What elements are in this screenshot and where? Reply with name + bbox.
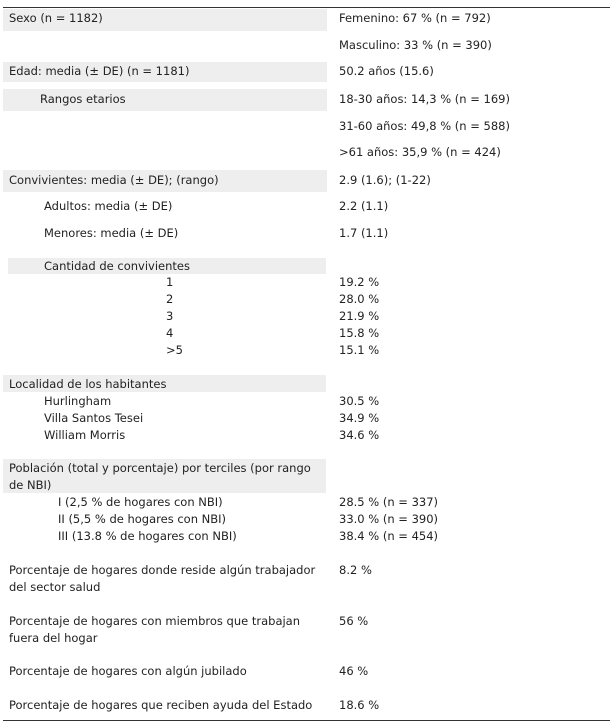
cantidad-key: 2 — [166, 292, 174, 306]
convivientes-value: 2.9 (1.6); (1-22) — [339, 173, 431, 187]
hogares-value: 8.2 % — [339, 563, 372, 577]
cantidad-key: 3 — [166, 309, 174, 323]
table-bottom-rule — [3, 720, 610, 721]
hogares-label: Porcentaje de hogares donde reside algún trabajador del sector salud — [9, 563, 316, 594]
hogares-value: 18.6 % — [339, 698, 380, 712]
tercil-value: 38.4 % (n = 454) — [339, 529, 439, 543]
cantidad-convivientes-label: Cantidad de convivientes — [44, 259, 190, 273]
sexo-masculino: Masculino: 33 % (n = 390) — [339, 38, 492, 52]
hogares-value: 46 % — [339, 664, 369, 678]
cantidad-key: 4 — [166, 326, 174, 340]
rango-etario-value: 18-30 años: 14,3 % (n = 169) — [339, 92, 510, 106]
cantidad-value: 15.1 % — [339, 343, 380, 357]
hogares-label: Porcentaje de hogares con algún jubilado — [9, 664, 247, 678]
poblacion-label: Población (total y porcentaje) por terciles (por rango de NBI) — [9, 461, 311, 492]
tercil-key: II (5,5 % de hogares con NBI) — [58, 512, 227, 526]
sexo-femenino: Femenino: 67 % (n = 792) — [339, 11, 491, 25]
rango-etario-value: 31-60 años: 49,8 % (n = 588) — [339, 119, 510, 133]
adultos-value: 2.2 (1.1) — [339, 199, 389, 213]
tercil-value: 28.5 % (n = 337) — [339, 495, 439, 509]
table-top-rule — [3, 7, 610, 8]
localidad-label: Localidad de los habitantes — [9, 377, 167, 391]
cantidad-key: 1 — [166, 275, 174, 289]
localidad-value: 34.6 % — [339, 428, 380, 442]
localidad-key: Villa Santos Tesei — [44, 411, 144, 425]
menores-value: 1.7 (1.1) — [339, 226, 389, 240]
cantidad-value: 15.8 % — [339, 326, 380, 340]
menores-label: Menores: media (± DE) — [44, 226, 179, 240]
adultos-label: Adultos: media (± DE) — [44, 199, 173, 213]
hogares-value: 56 % — [339, 614, 369, 628]
tercil-key: III (13.8 % de hogares con NBI) — [58, 529, 237, 543]
rango-etario-value: >61 años: 35,9 % (n = 424) — [339, 145, 501, 159]
rangos-etarios-label: Rangos etarios — [40, 92, 126, 106]
localidad-key: Hurlingham — [44, 394, 112, 408]
cantidad-key: >5 — [166, 343, 183, 357]
cantidad-value: 19.2 % — [339, 275, 380, 289]
tercil-value: 33.0 % (n = 390) — [339, 512, 439, 526]
cantidad-value: 28.0 % — [339, 292, 380, 306]
sexo-label: Sexo (n = 1182) — [9, 11, 103, 25]
tercil-key: I (2,5 % de hogares con NBI) — [58, 495, 223, 509]
localidad-key: William Morris — [44, 428, 126, 442]
localidad-value: 34.9 % — [339, 411, 380, 425]
localidad-value: 30.5 % — [339, 394, 380, 408]
hogares-label: Porcentaje de hogares con miembros que trabajan fuera del hogar — [9, 614, 301, 645]
edad-value: 50.2 años (15.6) — [339, 64, 434, 78]
cantidad-value: 21.9 % — [339, 309, 380, 323]
convivientes-label: Convivientes: media (± DE); (rango) — [9, 173, 219, 187]
edad-label: Edad: media (± DE) (n = 1181) — [9, 64, 190, 78]
hogares-label: Porcentaje de hogares que reciben ayuda del Estado — [9, 698, 313, 712]
